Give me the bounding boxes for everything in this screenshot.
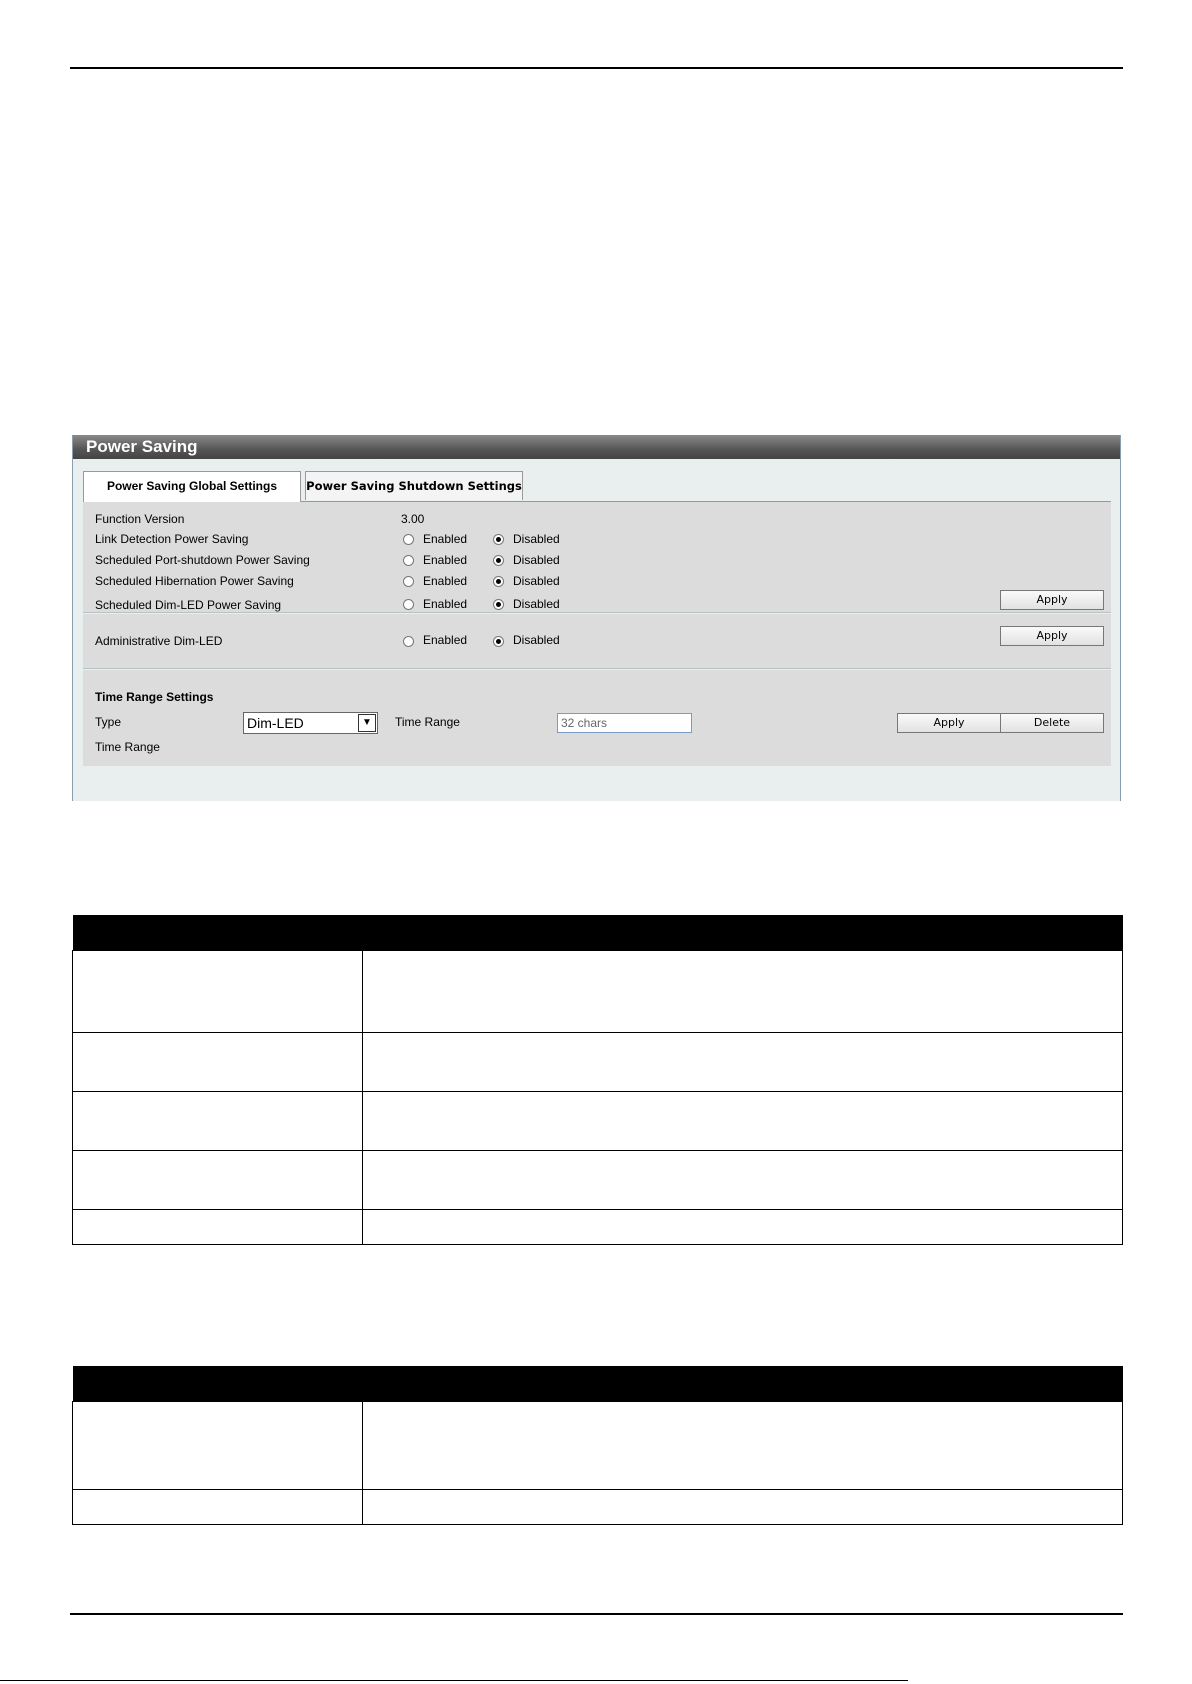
panel-title: Power Saving [73, 435, 1120, 459]
admin-dim-led-enabled-radio[interactable] [403, 636, 414, 647]
time-range-input[interactable]: 32 chars [557, 713, 692, 733]
type-select-value: Dim-LED [247, 715, 304, 731]
hibernation-label: Scheduled Hibernation Power Saving [95, 574, 294, 588]
table-row [73, 1402, 1123, 1490]
hibernation-enabled-radio[interactable] [403, 576, 414, 587]
power-saving-panel [72, 435, 1121, 801]
time-range-label: Time Range [395, 715, 460, 729]
parameter-table-1 [72, 915, 1123, 1245]
function-version-value: 3.00 [401, 512, 425, 526]
global-apply-button[interactable]: Apply [1000, 590, 1104, 610]
table-header-row [73, 1366, 1123, 1402]
link-detection-disabled-radio[interactable] [493, 534, 504, 545]
chevron-down-icon[interactable]: ▼ [358, 714, 376, 732]
admin-dim-led-label: Administrative Dim-LED [95, 634, 223, 648]
table-row [73, 1033, 1123, 1092]
port-shutdown-disabled-radio[interactable] [493, 555, 504, 566]
section-divider [83, 612, 1111, 613]
time-range-section [83, 670, 1111, 766]
table-row [73, 1151, 1123, 1210]
admin-dim-led-disabled-label: Disabled [513, 633, 560, 647]
hibernation-enabled-label: Enabled [423, 574, 468, 588]
dim-led-disabled-radio[interactable] [493, 599, 504, 610]
hibernation-disabled-label: Disabled [513, 574, 560, 588]
time-range-delete-button[interactable]: Delete [1000, 713, 1104, 733]
parameter-table-2 [72, 1366, 1123, 1525]
table-row [73, 1092, 1123, 1151]
dim-led-enabled-radio[interactable] [403, 599, 414, 610]
table-row [73, 1490, 1123, 1525]
header-rule [70, 67, 1123, 69]
time-range-heading: Time Range Settings [95, 690, 214, 704]
function-version-label: Function Version [95, 512, 185, 526]
hibernation-disabled-radio[interactable] [493, 576, 504, 587]
port-shutdown-label: Scheduled Port-shutdown Power Saving [95, 553, 310, 567]
footer-rule [70, 1613, 1123, 1615]
admin-dim-led-apply-button[interactable]: Apply [1000, 626, 1104, 646]
port-shutdown-disabled-label: Disabled [513, 553, 560, 567]
dim-led-enabled-label: Enabled [423, 597, 468, 611]
port-shutdown-enabled-label: Enabled [423, 553, 468, 567]
time-range-apply-button[interactable]: Apply [897, 713, 1001, 733]
dim-led-label: Scheduled Dim-LED Power Saving [95, 598, 282, 612]
section-divider [83, 668, 1111, 669]
admin-dim-led-section [83, 614, 1111, 668]
table-row [73, 951, 1123, 1033]
tab-bar [83, 471, 1111, 502]
type-label: Type [95, 715, 122, 729]
link-detection-enabled-label: Enabled [423, 532, 468, 546]
table-row [73, 1210, 1123, 1245]
footnote-rule [0, 1680, 908, 1681]
link-detection-label: Link Detection Power Saving [95, 532, 249, 546]
global-settings-section [83, 502, 1111, 612]
port-shutdown-enabled-radio[interactable] [403, 555, 414, 566]
type-select[interactable] [243, 712, 378, 734]
table-header-row [73, 915, 1123, 951]
admin-dim-led-enabled-label: Enabled [423, 633, 468, 647]
link-detection-enabled-radio[interactable] [403, 534, 414, 545]
tab-shutdown-settings[interactable]: Power Saving Shutdown Settings [305, 471, 523, 500]
dim-led-disabled-label: Disabled [513, 597, 560, 611]
tab-global-settings[interactable]: Power Saving Global Settings [83, 471, 301, 502]
link-detection-disabled-label: Disabled [513, 532, 560, 546]
admin-dim-led-disabled-radio[interactable] [493, 636, 504, 647]
time-range-list-label: Time Range [95, 740, 160, 754]
